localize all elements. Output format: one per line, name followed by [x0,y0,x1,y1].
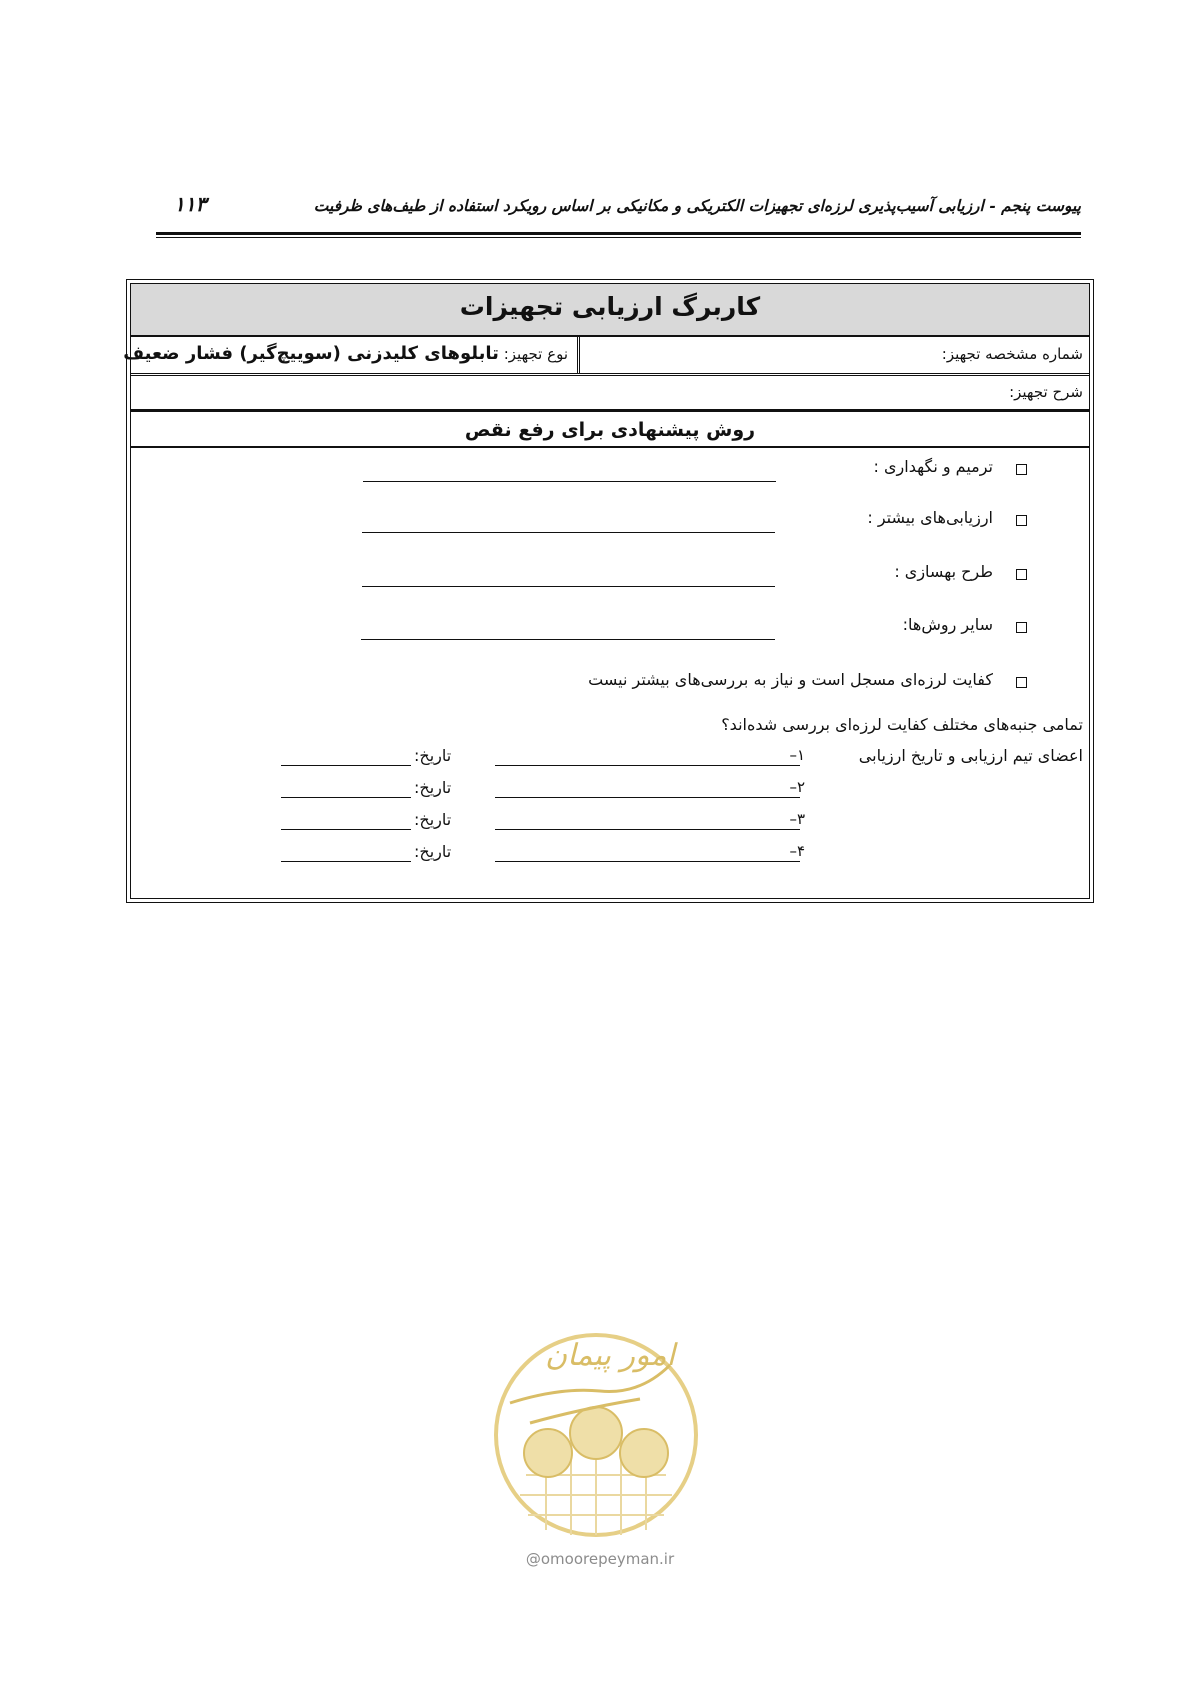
equipment-type-value: تابلوهای کلیدزنی (سوییچ‌گیر) فشار ضعیف [123,343,499,364]
form-title: کاربرگ ارزیابی تجهیزات [459,292,761,321]
date-entry-line[interactable] [281,829,411,830]
further-assessment-entry-line[interactable] [362,532,775,533]
option-label: کفایت لرزه‌ای مسجل است و نیاز به بررسی‌های بیشتر نیست [588,670,993,689]
equipment-description-label: شرح تجهیز: [1009,383,1083,401]
option-adequate [131,668,1089,698]
date-label: تاریخ: [414,842,452,861]
option-further-assessment [131,506,1089,536]
form-inner-border [123,283,1090,899]
repair-checkbox[interactable] [1016,464,1027,475]
header-rule [156,232,1081,235]
option-label: طرح بهسازی : [894,562,993,581]
aspects-question: تمامی جنبه‌های مختلف کفایت لرزه‌ای بررسی شده‌اند؟ [721,715,1083,734]
team-member-row [131,810,1089,834]
date-label: تاریخ: [414,746,452,765]
member-number: ۲– [789,778,805,796]
team-member-row [131,746,1089,770]
option-label: ترمیم و نگهداری : [873,457,993,476]
date-entry-line[interactable] [281,765,411,766]
header-rule-thin [156,237,1081,238]
retrofit-plan-checkbox[interactable] [1016,569,1027,580]
form-title-row [131,284,1089,337]
watermark-logo-icon [490,1325,702,1565]
option-repair [131,455,1089,485]
date-entry-line[interactable] [281,861,411,862]
team-member-row [131,778,1089,802]
adequate-checkbox[interactable] [1016,677,1027,688]
method-title-row [131,410,1089,448]
member-number: ۱– [789,746,805,764]
repair-entry-line[interactable] [363,481,776,482]
team-member-row [131,842,1089,866]
equipment-type-field [123,343,568,364]
option-label: ارزیابی‌های بیشتر : [867,508,993,527]
other-methods-entry-line[interactable] [361,639,775,640]
page-number: ۱۱۳ [174,192,207,216]
member-name-line[interactable] [495,861,800,862]
page-header [156,192,1081,228]
header-title: پیوست پنجم - ارزیابی آسیب‌پذیری لرزه‌ای تجهیزات الکتریکی و مکانیکی بر اساس رویکرد استفاده از طیف‌های ظرفیت [313,196,1081,215]
team-label: اعضای تیم ارزیابی و تاریخ ارزیابی [858,746,1083,765]
equipment-assessment-form [123,279,1094,903]
option-other-methods [131,613,1089,643]
date-label: تاریخ: [414,778,452,797]
member-name-line[interactable] [495,765,800,766]
equipment-description-row [131,375,1089,410]
cell-divider [577,337,580,373]
date-label: تاریخ: [414,810,452,829]
member-name-line[interactable] [495,829,800,830]
retrofit-plan-entry-line[interactable] [362,586,775,587]
option-retrofit-plan [131,560,1089,590]
equipment-info-row [123,337,1089,374]
further-assessment-checkbox[interactable] [1016,515,1027,526]
equipment-type-label: نوع تجهیز: [503,345,568,363]
member-number: ۴– [789,842,805,860]
method-title: روش پیشنهادی برای رفع نقص [464,419,756,441]
option-label: سایر روش‌ها: [902,615,993,634]
watermark-caption: @omoorepeyman.ir [525,1550,675,1568]
member-number: ۳– [789,810,805,828]
equipment-id-label: شماره مشخصه تجهیز: [941,345,1083,363]
date-entry-line[interactable] [281,797,411,798]
member-name-line[interactable] [495,797,800,798]
other-methods-checkbox[interactable] [1016,622,1027,633]
watermark-logo-text: امور پیمان [545,1338,675,1373]
